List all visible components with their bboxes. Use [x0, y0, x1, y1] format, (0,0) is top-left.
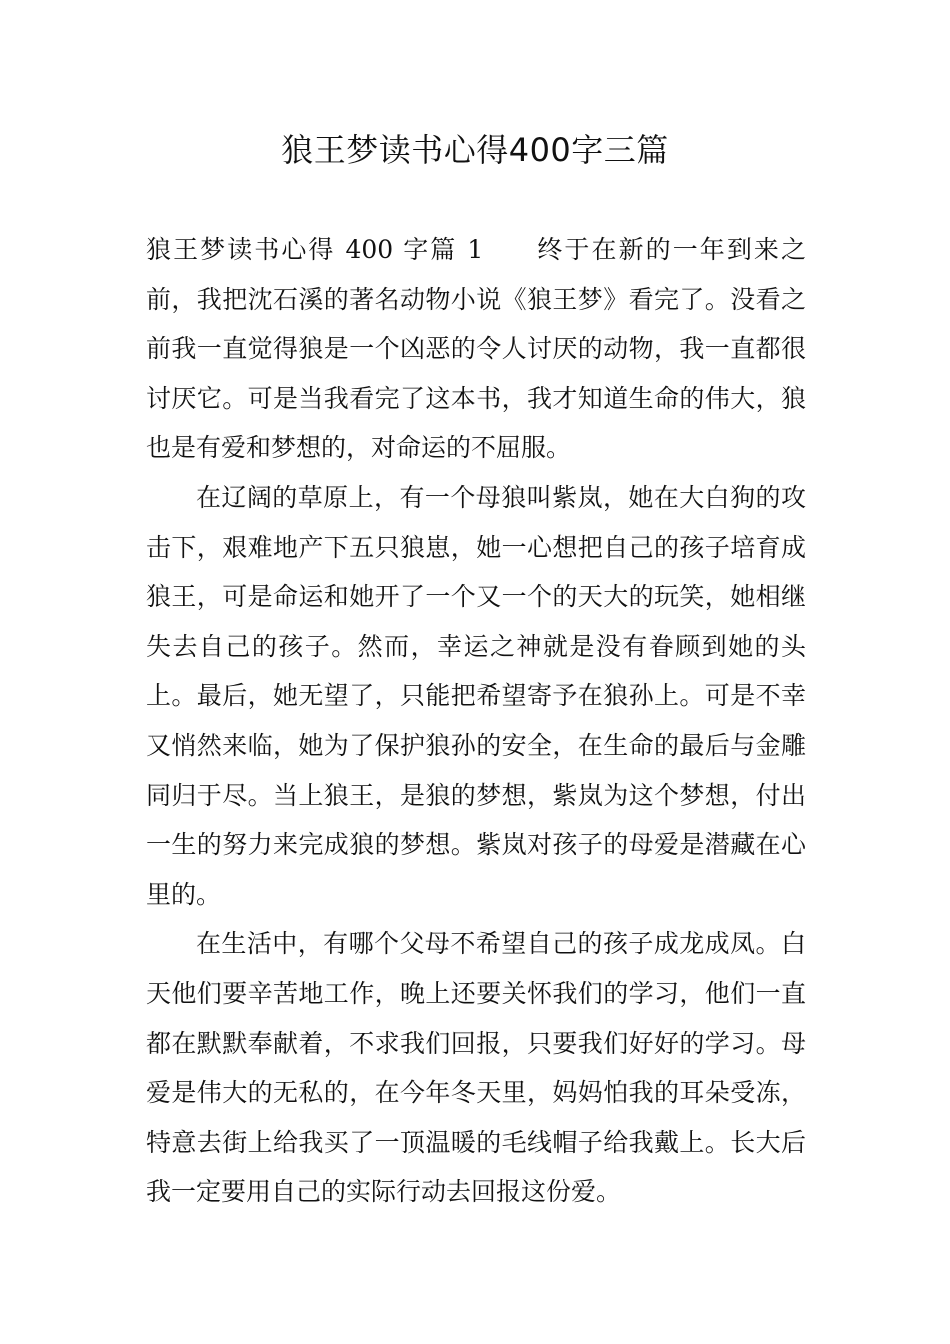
paragraph-3: 在生活中，有哪个父母不希望自己的孩子成龙成凤。白天他们要辛苦地工作，晚上还要关怀我们的学习，他们一直都在默默奉献着，不求我们回报，只要我们好好的学习。母爱是伟大的无私的，在今年冬天里，妈妈怕我的耳朵受冻，特意去街上给我买了一顶温暖的毛线帽子给我戴上。长大后我一定要用自己的实际行动去回报这份爱。 — [146, 929, 806, 1207]
section-heading: 狼王梦读书心得 400 字篇 1 — [146, 235, 484, 264]
paragraph-2: 在辽阔的草原上，有一个母狼叫紫岚，她在大白狗的攻击下，艰难地产下五只狼崽，她一心想把自己的孩子培育成狼王，可是命运和她开了一个又一个的天大的玩笑，她相继失去自己的孩子。然而，幸运之神就是没有眷顾到她的头上。最后，她无望了，只能把希望寄予在狼孙上。可是不幸又悄然来临，她为了保护狼孙的安全，在生命的最后与金雕同归于尽。当上狼王，是狼的梦想，紫岚为这个梦想，付出一生的努力来完成狼的梦想。紫岚对孩子的母爱是潜藏在心里的。 — [146, 482, 806, 909]
document-title: 狼王梦读书心得400字三篇 — [281, 131, 669, 169]
document-body — [146, 225, 806, 1217]
paragraph-1-text: 终于在新的一年到来之前，我把沈石溪的著名动物小说《狼王梦》看完了。没看之前我一直觉得狼是一个凶恶的令人讨厌的动物，我一直都很讨厌它。可是当我看完了这本书，我才知道生命的伟大，狼也是有爱和梦想的，对命运的不屈服。 — [146, 235, 806, 463]
paragraph-1 — [146, 225, 806, 473]
